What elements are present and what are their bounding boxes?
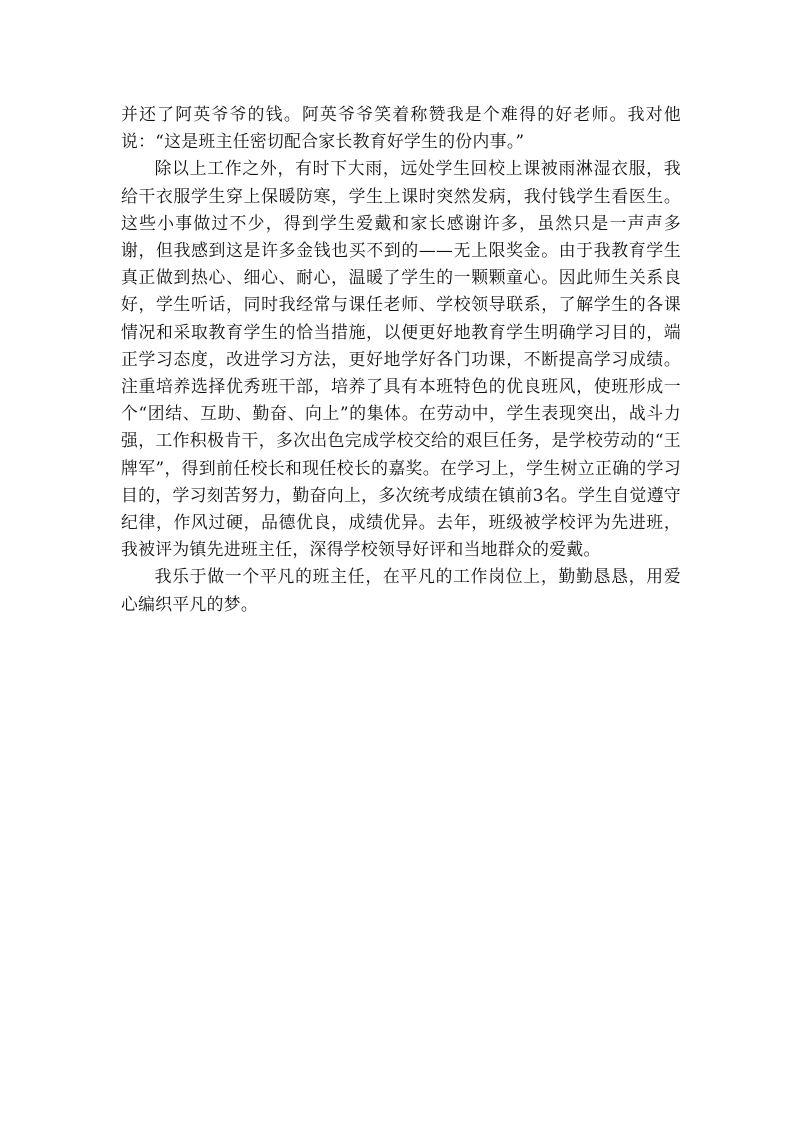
- paragraph-continuation: 并还了阿英爷爷的钱。阿英爷爷笑着称赞我是个难得的好老师。我对他说：“这是班主任密切配合家长教育好学生的份内事。”: [121, 104, 681, 152]
- paragraph-closing: 我乐于做一个平凡的班主任，在平凡的工作岗位上，勤勤恳恳，用爱心编织平凡的梦。: [121, 566, 681, 614]
- paragraph-main: 除以上工作之外，有时下大雨，远处学生回校上课被雨淋湿衣服，我给干衣服学生穿上保暖防寒，学生上课时突然发病，我付钱学生看医生。这些小事做过不少，得到学生爱戴和家长感谢许多，虽然只是一声声多谢，但我感到这是许多金钱也买不到的——无上限奖金。由于我教育学生真正做到热心、细心、耐心，温暖了学生的一颗颗童心。因此师生关系良好，学生听话，同时我经常与课任老师、学校领导联系，了解学生的各课情况和采取教育学生的恰当措施，以便更好地教育学生明确学习目的，端正学习态度，改进学习方法，更好地学好各门功课，不断提高学习成绩。注重培养选择优秀班干部，培养了具有本班特色的优良班风，使班形成一个“团结、互助、勤奋、向上”的集体。在劳动中，学生表现突出，战斗力强，工作积极肯干，多次出色完成学校交给的艰巨任务，是学校劳动的“王牌军”，得到前任校长和现任校长的嘉奖。在学习上，学生树立正确的学习目的，学习刻苦努力，勤奋向上，多次统考成绩在镇前3名。学生自觉遵守纪律，作风过硬，品德优良，成绩优异。去年，班级被学校评为先进班，我被评为镇先进班主任，深得学校领导好评和当地群众的爱戴。: [121, 158, 681, 560]
- document-body: [121, 101, 681, 618]
